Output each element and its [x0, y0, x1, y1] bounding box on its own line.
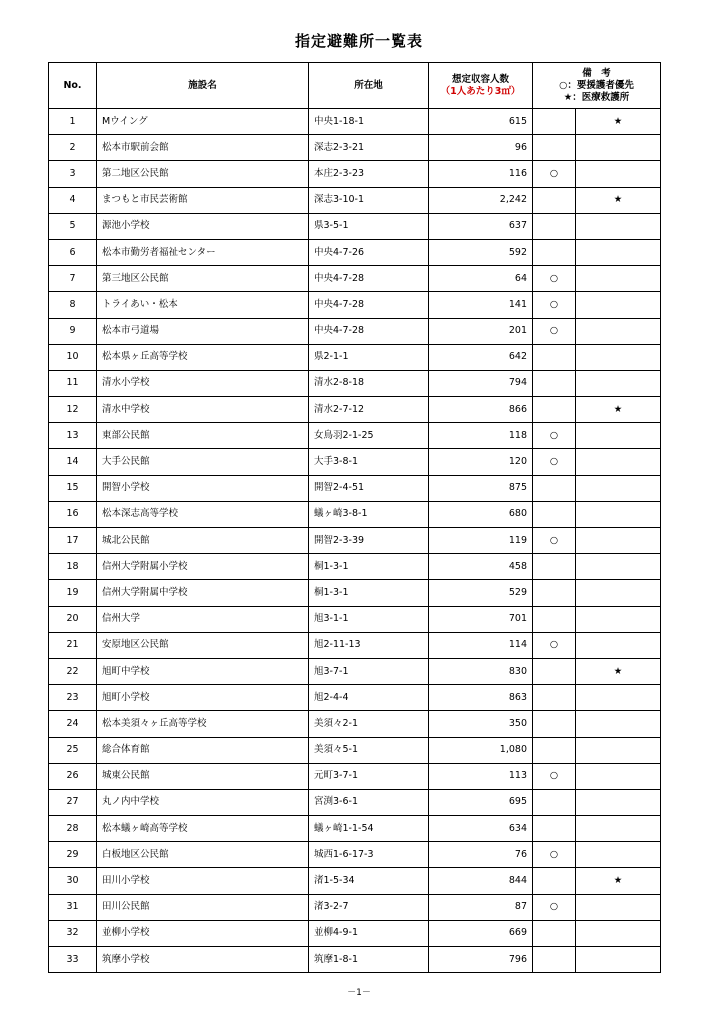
cell-medical-mark: [576, 475, 661, 501]
cell-medical-mark: [576, 135, 661, 161]
cell-name: まつもと市民芸術館: [97, 187, 309, 213]
cell-no: 21: [49, 632, 97, 658]
table-row: [49, 763, 661, 789]
table-row: [49, 947, 661, 973]
cell-priority-mark: [533, 397, 576, 423]
cell-name: 源池小学校: [97, 213, 309, 239]
cell-capacity: 350: [429, 711, 533, 737]
table-row: [49, 109, 661, 135]
cell-medical-mark: ★: [576, 397, 661, 423]
table-row: [49, 816, 661, 842]
cell-address: 開智2-4-51: [309, 475, 429, 501]
cell-priority-mark: ○: [533, 161, 576, 187]
cell-address: 並柳4-9-1: [309, 920, 429, 946]
cell-name: 旭町小学校: [97, 685, 309, 711]
header-capacity-note: （1人あたり3㎡）: [440, 85, 521, 97]
cell-priority-mark: ○: [533, 266, 576, 292]
table-row: [49, 423, 661, 449]
cell-priority-mark: [533, 789, 576, 815]
cell-medical-mark: [576, 239, 661, 265]
cell-no: 10: [49, 344, 97, 370]
table-row: [49, 920, 661, 946]
cell-capacity: 529: [429, 580, 533, 606]
cell-priority-mark: [533, 868, 576, 894]
cell-no: 29: [49, 842, 97, 868]
cell-medical-mark: [576, 318, 661, 344]
cell-capacity: 114: [429, 632, 533, 658]
cell-capacity: 866: [429, 397, 533, 423]
cell-name: 大手公民館: [97, 449, 309, 475]
cell-capacity: 615: [429, 109, 533, 135]
cell-name: 第二地区公民館: [97, 161, 309, 187]
cell-priority-mark: [533, 501, 576, 527]
cell-name: 総合体育館: [97, 737, 309, 763]
cell-capacity: 634: [429, 816, 533, 842]
table-row: [49, 161, 661, 187]
cell-name: 信州大学附属中学校: [97, 580, 309, 606]
cell-name: 松本蟻ヶ崎高等学校: [97, 816, 309, 842]
cell-name: 松本市駅前会館: [97, 135, 309, 161]
cell-address: 中央4-7-28: [309, 292, 429, 318]
cell-medical-mark: [576, 370, 661, 396]
table-row: [49, 528, 661, 554]
cell-medical-mark: [576, 816, 661, 842]
cell-priority-mark: ○: [533, 449, 576, 475]
cell-no: 4: [49, 187, 97, 213]
cell-name: 松本市弓道場: [97, 318, 309, 344]
page-number: －1－: [347, 988, 371, 998]
cell-capacity: 76: [429, 842, 533, 868]
cell-capacity: 118: [429, 423, 533, 449]
header-remarks-title: 備 考: [582, 67, 611, 79]
header-capacity-label: 想定収容人数: [451, 73, 509, 85]
cell-no: 17: [49, 528, 97, 554]
cell-medical-mark: [576, 501, 661, 527]
cell-address: 渚3-2-7: [309, 894, 429, 920]
cell-capacity: 637: [429, 213, 533, 239]
cell-capacity: 669: [429, 920, 533, 946]
cell-no: 16: [49, 501, 97, 527]
cell-no: 2: [49, 135, 97, 161]
cell-address: 中央4-7-28: [309, 266, 429, 292]
cell-no: 31: [49, 894, 97, 920]
cell-name: 清水中学校: [97, 397, 309, 423]
cell-no: 24: [49, 711, 97, 737]
cell-medical-mark: [576, 266, 661, 292]
table-row: [49, 213, 661, 239]
cell-priority-mark: [533, 187, 576, 213]
cell-capacity: 1,080: [429, 737, 533, 763]
cell-medical-mark: [576, 763, 661, 789]
cell-name: 松本深志高等学校: [97, 501, 309, 527]
cell-no: 14: [49, 449, 97, 475]
cell-address: 筑摩1-8-1: [309, 947, 429, 973]
cell-capacity: 875: [429, 475, 533, 501]
cell-no: 23: [49, 685, 97, 711]
table-row: [49, 187, 661, 213]
cell-capacity: 796: [429, 947, 533, 973]
table-header-row: [49, 63, 661, 109]
header-name: 施設名: [97, 63, 309, 109]
cell-priority-mark: [533, 920, 576, 946]
table-row: [49, 344, 661, 370]
cell-no: 9: [49, 318, 97, 344]
table-row: [49, 266, 661, 292]
cell-capacity: 642: [429, 344, 533, 370]
cell-no: 6: [49, 239, 97, 265]
cell-no: 18: [49, 554, 97, 580]
cell-priority-mark: [533, 658, 576, 684]
page-title: 指定避難所一覧表: [294, 32, 423, 50]
cell-no: 1: [49, 109, 97, 135]
cell-capacity: 96: [429, 135, 533, 161]
cell-medical-mark: [576, 449, 661, 475]
cell-no: 19: [49, 580, 97, 606]
cell-no: 15: [49, 475, 97, 501]
cell-medical-mark: [576, 161, 661, 187]
table-row: [49, 292, 661, 318]
cell-address: 県2-1-1: [309, 344, 429, 370]
table-row: [49, 632, 661, 658]
table-row: [49, 370, 661, 396]
cell-no: 30: [49, 868, 97, 894]
cell-priority-mark: ○: [533, 423, 576, 449]
cell-priority-mark: [533, 239, 576, 265]
cell-medical-mark: [576, 213, 661, 239]
cell-capacity: 830: [429, 658, 533, 684]
cell-medical-mark: [576, 423, 661, 449]
cell-address: 旭2-4-4: [309, 685, 429, 711]
cell-priority-mark: [533, 816, 576, 842]
cell-priority-mark: ○: [533, 763, 576, 789]
table-row: [49, 789, 661, 815]
cell-address: 渚1-5-34: [309, 868, 429, 894]
cell-priority-mark: ○: [533, 894, 576, 920]
table-row: [49, 685, 661, 711]
cell-name: 信州大学附属小学校: [97, 554, 309, 580]
cell-capacity: 680: [429, 501, 533, 527]
header-remarks-circle: ○：要援護者優先: [559, 79, 634, 91]
table-row: [49, 868, 661, 894]
cell-address: 女鳥羽2-1-25: [309, 423, 429, 449]
cell-name: トライあい・松本: [97, 292, 309, 318]
table-row: [49, 554, 661, 580]
cell-name: 清水小学校: [97, 370, 309, 396]
table-row: [49, 658, 661, 684]
table-row: [49, 135, 661, 161]
cell-medical-mark: [576, 842, 661, 868]
cell-address: 宮渕3-6-1: [309, 789, 429, 815]
cell-name: 信州大学: [97, 606, 309, 632]
cell-priority-mark: [533, 213, 576, 239]
cell-medical-mark: [576, 947, 661, 973]
cell-medical-mark: ★: [576, 658, 661, 684]
table-row: [49, 501, 661, 527]
cell-name: 城北公民館: [97, 528, 309, 554]
cell-medical-mark: [576, 894, 661, 920]
cell-address: 蟻ヶ崎3-8-1: [309, 501, 429, 527]
cell-capacity: 120: [429, 449, 533, 475]
cell-name: 田川公民館: [97, 894, 309, 920]
cell-name: 並柳小学校: [97, 920, 309, 946]
cell-priority-mark: [533, 580, 576, 606]
cell-capacity: 119: [429, 528, 533, 554]
cell-no: 33: [49, 947, 97, 973]
cell-medical-mark: [576, 711, 661, 737]
cell-address: 美須々5-1: [309, 737, 429, 763]
header-capacity: [429, 63, 533, 109]
cell-medical-mark: ★: [576, 187, 661, 213]
cell-priority-mark: [533, 370, 576, 396]
shelter-table: [48, 62, 661, 973]
cell-priority-mark: [533, 135, 576, 161]
cell-priority-mark: [533, 947, 576, 973]
table-row: [49, 711, 661, 737]
cell-no: 7: [49, 266, 97, 292]
cell-address: 旭3-1-1: [309, 606, 429, 632]
cell-medical-mark: [576, 789, 661, 815]
cell-address: 大手3-8-1: [309, 449, 429, 475]
header-no: No.: [49, 63, 97, 109]
cell-name: 城東公民館: [97, 763, 309, 789]
cell-name: 東部公民館: [97, 423, 309, 449]
cell-address: 中央4-7-26: [309, 239, 429, 265]
cell-address: 桐1-3-1: [309, 580, 429, 606]
header-remarks-star: ★：医療救護所: [563, 91, 630, 103]
table-row: [49, 737, 661, 763]
cell-no: 28: [49, 816, 97, 842]
cell-address: 開智2-3-39: [309, 528, 429, 554]
cell-address: 元町3-7-1: [309, 763, 429, 789]
cell-address: 旭3-7-1: [309, 658, 429, 684]
cell-address: 深志3-10-1: [309, 187, 429, 213]
cell-no: 20: [49, 606, 97, 632]
cell-priority-mark: ○: [533, 318, 576, 344]
cell-capacity: 116: [429, 161, 533, 187]
cell-capacity: 844: [429, 868, 533, 894]
cell-medical-mark: [576, 632, 661, 658]
cell-address: 美須々2-1: [309, 711, 429, 737]
cell-address: 桐1-3-1: [309, 554, 429, 580]
cell-no: 27: [49, 789, 97, 815]
cell-priority-mark: [533, 606, 576, 632]
cell-medical-mark: [576, 344, 661, 370]
cell-capacity: 863: [429, 685, 533, 711]
cell-name: 松本市勤労者福祉センター: [97, 239, 309, 265]
cell-priority-mark: [533, 554, 576, 580]
cell-address: 城西1-6-17-3: [309, 842, 429, 868]
cell-medical-mark: [576, 528, 661, 554]
cell-capacity: 458: [429, 554, 533, 580]
cell-capacity: 695: [429, 789, 533, 815]
cell-capacity: 592: [429, 239, 533, 265]
cell-capacity: 113: [429, 763, 533, 789]
cell-priority-mark: [533, 685, 576, 711]
cell-medical-mark: ★: [576, 868, 661, 894]
table-row: [49, 318, 661, 344]
cell-priority-mark: [533, 737, 576, 763]
cell-no: 25: [49, 737, 97, 763]
cell-no: 32: [49, 920, 97, 946]
cell-capacity: 64: [429, 266, 533, 292]
cell-capacity: 87: [429, 894, 533, 920]
header-remarks: [533, 63, 661, 109]
cell-address: 深志2-3-21: [309, 135, 429, 161]
cell-no: 11: [49, 370, 97, 396]
cell-name: 筑摩小学校: [97, 947, 309, 973]
cell-medical-mark: [576, 737, 661, 763]
cell-no: 26: [49, 763, 97, 789]
table-row: [49, 606, 661, 632]
cell-no: 13: [49, 423, 97, 449]
table-body: [49, 109, 661, 973]
cell-address: 県3-5-1: [309, 213, 429, 239]
table-row: [49, 239, 661, 265]
cell-capacity: 701: [429, 606, 533, 632]
cell-capacity: 2,242: [429, 187, 533, 213]
cell-no: 3: [49, 161, 97, 187]
cell-name: 田川小学校: [97, 868, 309, 894]
cell-capacity: 141: [429, 292, 533, 318]
cell-medical-mark: [576, 292, 661, 318]
cell-name: 松本県ヶ丘高等学校: [97, 344, 309, 370]
cell-medical-mark: [576, 685, 661, 711]
cell-address: 旭2-11-13: [309, 632, 429, 658]
cell-no: 12: [49, 397, 97, 423]
cell-no: 22: [49, 658, 97, 684]
cell-address: 本庄2-3-23: [309, 161, 429, 187]
cell-name: 第三地区公民館: [97, 266, 309, 292]
header-address: 所在地: [309, 63, 429, 109]
cell-priority-mark: [533, 475, 576, 501]
cell-capacity: 794: [429, 370, 533, 396]
cell-address: 中央4-7-28: [309, 318, 429, 344]
cell-medical-mark: [576, 606, 661, 632]
cell-medical-mark: [576, 580, 661, 606]
cell-priority-mark: [533, 109, 576, 135]
cell-medical-mark: [576, 554, 661, 580]
table-row: [49, 397, 661, 423]
cell-priority-mark: ○: [533, 292, 576, 318]
cell-address: 清水2-8-18: [309, 370, 429, 396]
cell-priority-mark: ○: [533, 632, 576, 658]
cell-capacity: 201: [429, 318, 533, 344]
cell-priority-mark: ○: [533, 842, 576, 868]
cell-priority-mark: ○: [533, 528, 576, 554]
table-row: [49, 449, 661, 475]
cell-address: 中央1-18-1: [309, 109, 429, 135]
cell-priority-mark: [533, 711, 576, 737]
table-row: [49, 842, 661, 868]
cell-name: 松本美須々ヶ丘高等学校: [97, 711, 309, 737]
cell-name: 安原地区公民館: [97, 632, 309, 658]
cell-name: 丸ノ内中学校: [97, 789, 309, 815]
table-row: [49, 894, 661, 920]
cell-name: Mウイング: [97, 109, 309, 135]
cell-address: 蟻ヶ崎1-1-54: [309, 816, 429, 842]
cell-priority-mark: [533, 344, 576, 370]
cell-name: 白板地区公民館: [97, 842, 309, 868]
cell-name: 旭町中学校: [97, 658, 309, 684]
cell-no: 5: [49, 213, 97, 239]
table-row: [49, 580, 661, 606]
cell-name: 開智小学校: [97, 475, 309, 501]
cell-medical-mark: [576, 920, 661, 946]
cell-no: 8: [49, 292, 97, 318]
cell-address: 清水2-7-12: [309, 397, 429, 423]
cell-medical-mark: ★: [576, 109, 661, 135]
table-row: [49, 475, 661, 501]
